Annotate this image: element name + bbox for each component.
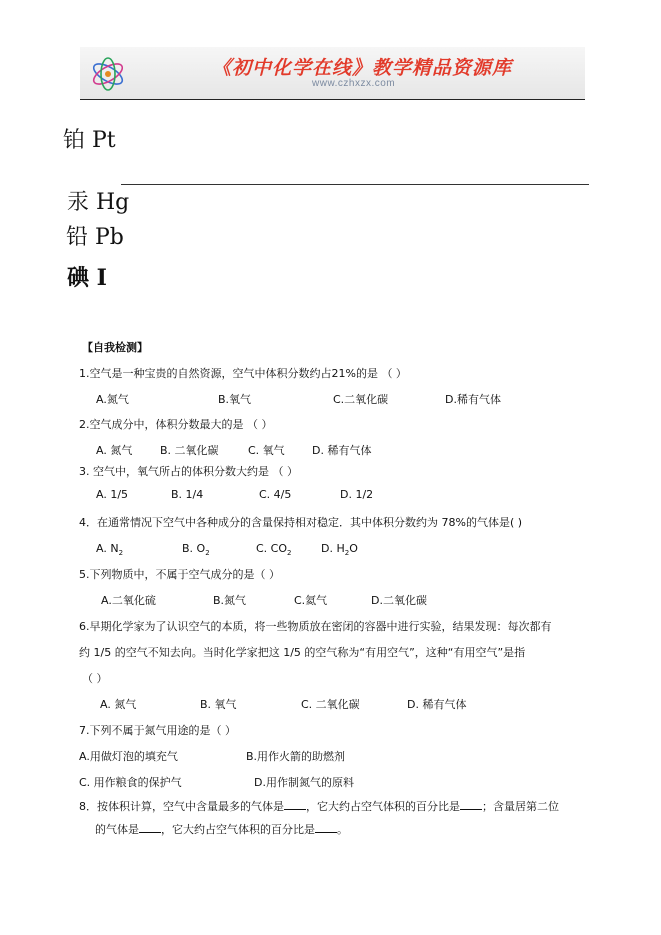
q5-option-b: B.氮气 <box>213 594 247 607</box>
question-5-stem: 5.下列物质中，不属于空气成分的是（ ） <box>79 568 280 581</box>
q5-option-a: A.二氧化硫 <box>101 594 156 607</box>
q1-option-c: C.二氧化碳 <box>333 393 389 406</box>
question-3-stem: 3. 空气中，氧气所占的体积分数大约是 （ ） <box>79 465 298 478</box>
question-2-stem: 2.空气成分中，体积分数最大的是 （ ） <box>79 418 273 431</box>
answer-blank[interactable] <box>315 822 337 833</box>
question-7-stem: 7.下列不属于氮气用途的是（ ） <box>79 724 236 737</box>
q7-option-a: A.用做灯泡的填充气 <box>79 750 178 763</box>
q7-option-c: C. 用作粮食的保护气 <box>79 776 182 789</box>
question-6-line-2: 约 1/5 的空气不知去向。当时化学家把这 1/5 的空气称为“有用空气”，这种“有用空气”是指 <box>79 646 526 659</box>
q1-option-d: D.稀有气体 <box>445 393 501 406</box>
q4-option-a: A. $N_2$ <box>96 542 124 558</box>
question-6-line-3: （ ） <box>82 672 108 685</box>
q6-option-d: D. 稀有气体 <box>407 698 467 711</box>
element-pb: 铅 Pb <box>66 225 124 250</box>
question-8-line-2: 的气体是 ，它大约占空气体积的百分比是 。 <box>95 823 348 836</box>
q1-option-a: A.氮气 <box>96 393 129 406</box>
atom-logo-icon <box>86 53 130 95</box>
q2-option-c: C. 氧气 <box>248 444 285 457</box>
q6-option-c: C. 二氧化碳 <box>301 698 360 711</box>
q6-option-a: A. 氮气 <box>100 698 137 711</box>
question-8-line-1: 8．按体积计算，空气中含量最多的气体是 ，它大约占空气体积的百分比是 ；含量居第二位 <box>79 800 559 813</box>
q1-option-b: B.氧气 <box>218 393 252 406</box>
q4-option-b: B. $O_2$ <box>182 542 210 558</box>
question-4-stem: 4．在通常情况下空气中各种成分的含量保持相对稳定．其中体积分数约为 78%的气体是( ) <box>79 516 523 529</box>
element-hg: 汞 Hg <box>67 190 130 215</box>
q2-option-d: D. 稀有气体 <box>312 444 372 457</box>
q3-option-b: B. 1/4 <box>171 488 204 501</box>
element-pt: 铂 Pt <box>63 128 116 153</box>
banner-url: www.czhxzx.com <box>312 78 396 89</box>
q4-option-d: D. $H_2O$ <box>321 542 358 558</box>
q7-option-d: D.用作制氮气的原料 <box>254 776 354 789</box>
q5-option-c: C.氦气 <box>294 594 328 607</box>
question-1-stem: 1.空气是一种宝贵的自然资源，空气中体积分数约占21%的是 （ ） <box>79 367 407 380</box>
banner-title: 《初中化学在线》教学精品资源库 <box>212 57 513 79</box>
section-title: 【自我检测】 <box>82 341 148 354</box>
q7-option-b: B.用作火箭的助燃剂 <box>246 750 346 763</box>
element-i: 碘 I <box>67 265 107 291</box>
q5-option-d: D.二氧化碳 <box>371 594 427 607</box>
q3-option-a: A. 1/5 <box>96 488 129 501</box>
answer-blank[interactable] <box>460 799 482 810</box>
header-banner <box>80 47 585 99</box>
q3-option-c: C. 4/5 <box>259 488 292 501</box>
question-6-line-1: 6.早期化学家为了认识空气的本质，将一些物质放在密闭的容器中进行实验，结果发现：每次都有 <box>79 620 552 633</box>
q4-option-c: C. $CO_2$ <box>256 542 292 558</box>
q2-option-b: B. 二氧化碳 <box>160 444 219 457</box>
answer-blank[interactable] <box>284 799 306 810</box>
answer-blank[interactable] <box>139 822 161 833</box>
header-divider <box>80 99 585 100</box>
q2-option-a: A. 氮气 <box>96 444 133 457</box>
fill-in-line <box>121 184 589 185</box>
q6-option-b: B. 氧气 <box>200 698 237 711</box>
q3-option-d: D. 1/2 <box>340 488 374 501</box>
